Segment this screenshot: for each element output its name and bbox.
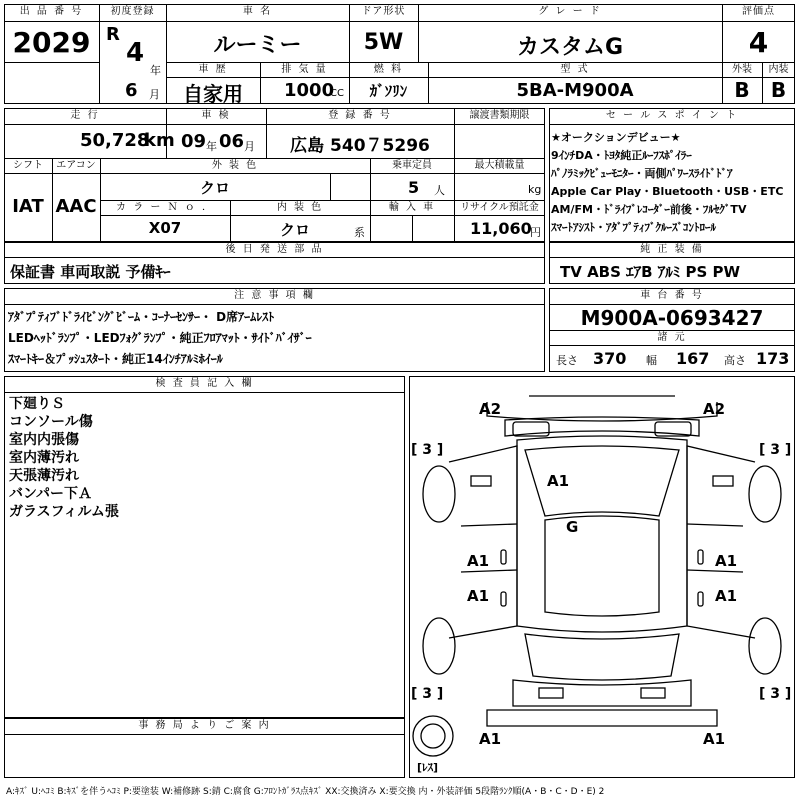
mileage-unit: km [144,130,175,151]
mark-roof: G [566,518,579,536]
sales-points-label: セ ー ル ス ポ イ ン ト [605,110,739,121]
divider [412,215,413,242]
genuine-equipment: TV ABS ｴｱB ｱﾙﾐ PS PW [560,263,741,281]
right-door-line [687,524,743,526]
wheel-front-right [749,466,781,522]
divider [99,21,795,22]
inspection-label: 車 検 [201,110,231,121]
int-color: クロ [279,221,310,239]
car-name: ルーミー [213,33,302,58]
fuel: ｶﾞｿﾘﾝ [369,82,408,100]
divider [549,345,795,346]
mark-right-door-front: A1 [715,552,738,570]
tail-light-left [539,688,563,698]
divider [99,4,100,104]
inspector-line: 室内薄汚れ [9,450,79,466]
model-label: 型 式 [560,64,590,75]
right-mirror [713,476,733,486]
office-label: 事 務 局 よ り ご 案 内 [138,720,271,731]
capacity: 5 [408,178,420,197]
width: 167 [676,349,710,368]
grade-label: グ レ ー ド [538,6,602,17]
length-label: 長さ [556,354,578,367]
inspection-year-unit: 年 [206,140,217,153]
wheel-rear-left [423,618,455,674]
ac-label: エアコン [56,160,96,171]
sales-point-line: ﾊﾟﾉﾗﾐｯｸﾋﾞｭｰﾓﾆﾀｰ・両側ﾊﾟﾜｰｽﾗｲﾄﾞﾄﾞｱ [551,167,733,180]
history: 自家用 [183,82,243,106]
car-diagram [409,376,795,778]
score-label: 評価点 [742,6,775,17]
capacity-unit: 人 [434,184,445,197]
inspector-line: 下廻りＳ [9,396,65,412]
divider [166,77,795,78]
int-color-label: 内 装 色 [276,202,324,213]
mileage: 50,728 [80,130,150,151]
tire-front-right: [ 3 ] [759,442,792,458]
tailgate [513,680,691,706]
width-label: 幅 [646,354,657,367]
divider [4,62,99,63]
reg-number-label: 登 録 番 号 [328,110,392,121]
exterior-grade: B [734,78,750,102]
reg-number: 広島 540７5296 [290,136,430,156]
mark-right-door-rear: A1 [715,587,738,605]
divider [4,304,545,305]
divider [549,257,795,258]
exterior-label: 外装 [732,64,752,75]
sales-point-line: ★オークションデビュー★ [551,131,681,144]
divider [4,392,405,393]
month-unit: 月 [149,88,160,101]
door-type: 5W [363,30,404,55]
displacement: 1000 [284,80,335,101]
int-color-unit: 系 [354,226,365,239]
left-mirror [471,476,491,486]
left-door-line2 [461,570,517,572]
tire-rear-left: [ 3 ] [411,686,444,702]
displacement-label: 排 気 量 [281,64,328,75]
sales-points-list [551,129,795,237]
mileage-label: 走 行 [70,110,100,121]
inspection-year: 09 [181,131,207,152]
door-label: ドア形状 [361,6,406,17]
ext-color: クロ [199,179,230,197]
chassis-number: M900A-0693427 [580,306,764,330]
spare-label: [ﾚｽ] [417,761,439,774]
first-reg-month: 6 [125,80,138,101]
height: 173 [756,349,790,368]
transfer-deadline-label: 譲渡書類期限 [469,110,530,121]
wheel-front-left [423,466,455,522]
max-load-label: 最大積載量 [474,160,525,171]
grade: カスタムG [516,35,624,60]
divider [330,173,331,200]
dims-label: 諸 元 [657,332,687,343]
mark-left-door-rear: A1 [467,587,490,605]
load-unit: kg [528,183,542,196]
mark-hood: A1 [547,472,570,490]
recycle-fee: 11,060 [470,219,532,238]
rear-bumper [487,710,717,726]
score: 4 [748,26,769,59]
air-conditioner: AAC [55,196,97,217]
inspector-line: バンパー下Ａ [9,486,93,502]
left-handle2 [501,592,506,606]
divider [4,173,545,174]
later-parts-label: 後 日 発 送 部 品 [225,244,324,255]
divider [4,257,545,258]
right-handle [698,550,703,564]
mark-front-left: A2 [479,400,502,418]
interior-grade: B [770,78,787,102]
length: 370 [593,349,627,368]
note-line: LEDﾍｯﾄﾞﾗﾝﾌﾟ・LEDﾌｫｸﾞﾗﾝﾌﾟ・純正ﾌﾛｱﾏｯﾄ・ｻｲﾄﾞﾊﾞｲｻﾞｰ [8,331,312,345]
later-parts: 保証書 車両取説 予備ｷｰ [10,263,171,281]
inspection-month: 06 [219,131,245,152]
divider [4,21,99,22]
tire-rear-right: [ 3 ] [759,686,792,702]
inspector-line: コンソール傷 [9,414,93,430]
mark-rear-right: A1 [703,730,726,748]
shift: IAT [12,196,44,217]
genuine-equipment-label: 純 正 装 備 [640,244,704,255]
inspector-line: 室内内張傷 [9,432,79,448]
sales-point-line: AM/FM・ﾄﾞﾗｲﾌﾞﾚｺｰﾀﾞｰ前後・ﾌﾙｾｸﾞTV [551,203,747,216]
sales-point-line: 9ｲﾝﾁDA・ﾄﾖﾀ純正ﾙｰﾌｽﾎﾟｲﾗｰ [551,149,692,162]
right-door-line2 [687,570,743,572]
interior-label: 内装 [768,64,789,75]
spare-tire [413,716,453,756]
legend: A:ｷｽﾞ U:ﾍｺﾐ B:ｷｽﾞを伴うﾍｺﾐ P:要塗装 W:補修跡 S:錆 C:腐食 G:ﾌﾛﾝﾄｶﾞﾗｽ点ｷｽﾞ XX:交換済み X:要交換 内・外装評価 5段階ﾗﾝｸ順(A・B・C・D・E) 2 [6,787,605,797]
recycle-unit: 円 [530,226,541,239]
rear-window [525,634,679,680]
import-label: 輸 入 車 [388,202,436,213]
era: R [106,24,120,45]
tire-front-left: [ 3 ] [411,442,444,458]
right-side [687,446,755,638]
mark-rear-left: A1 [479,730,502,748]
divider [100,215,545,216]
note-line: ｱﾀﾞﾌﾟﾃｨﾌﾞﾄﾞﾗｲﾋﾞﾝｸﾞﾋﾞｰﾑ・ｺｰﾅｰｾﾝｻｰ・ D席ｱｰﾑﾚｽﾄ [8,310,275,324]
roof [545,516,659,616]
front-bumper [487,402,717,421]
lot-number: 2029 [12,26,91,59]
divider [4,734,405,735]
left-handle [501,550,506,564]
divider [4,124,545,125]
left-door-line [461,524,517,526]
first-reg-label: 初度登録 [110,6,155,17]
spare-tire-inner [421,724,445,748]
sales-point-line: ｽﾏｰﾄｱｼｽﾄ・ｱﾀﾞﾌﾟﾃｨﾌﾞｸﾙｰｽﾞｺﾝﾄﾛｰﾙ [551,221,716,234]
inspection-month-unit: 月 [244,140,255,153]
inspector-notes [9,395,399,521]
mark-left-door-front: A1 [467,552,490,570]
body-outline [517,436,687,632]
color-no-label: カ ラ ー Ｎ ｏ ． [116,202,214,213]
fuel-label: 燃 料 [373,64,404,75]
tail-light-right [641,688,665,698]
ext-color-label: 外 装 色 [211,160,259,171]
height-label: 高さ [724,354,746,367]
chassis-label: 車 台 番 号 [640,290,704,301]
shift-label: シフト [13,160,43,171]
lot-label: 出 品 番 号 [19,6,84,17]
notes-list [8,307,543,370]
history-label: 車 歴 [198,64,228,75]
year-unit: 年 [150,64,161,77]
capacity-label: 乗車定員 [392,160,432,171]
right-handle2 [698,592,703,606]
mark-front-right: A2 [703,400,726,418]
wheel-rear-right [749,618,781,674]
inspector-line: ガラスフィルム張 [9,504,119,520]
note-line: ｽﾏｰﾄｷｰ＆ﾌﾟｯｼｭｽﾀｰﾄ・純正14ｲﾝﾁｱﾙﾐﾎｲｰﾙ [8,352,223,366]
divider [549,304,795,305]
displacement-unit: CC [330,88,344,99]
recycle-label: リサイクル預託金 [460,202,539,213]
sales-point-line: Apple Car Play・Bluetooth・USB・ETC [551,185,784,198]
inspector-line: 天張薄汚れ [9,468,79,484]
car-name-label: 車 名 [242,6,273,17]
inspector-label: 検 査 員 記 入 欄 [155,378,254,389]
divider [549,124,795,125]
left-side [449,446,517,638]
notes-label: 注 意 事 項 欄 [234,290,315,301]
model-code: 5BA-M900A [516,80,634,101]
color-no: X07 [148,219,182,237]
first-reg-year: 4 [126,38,145,68]
